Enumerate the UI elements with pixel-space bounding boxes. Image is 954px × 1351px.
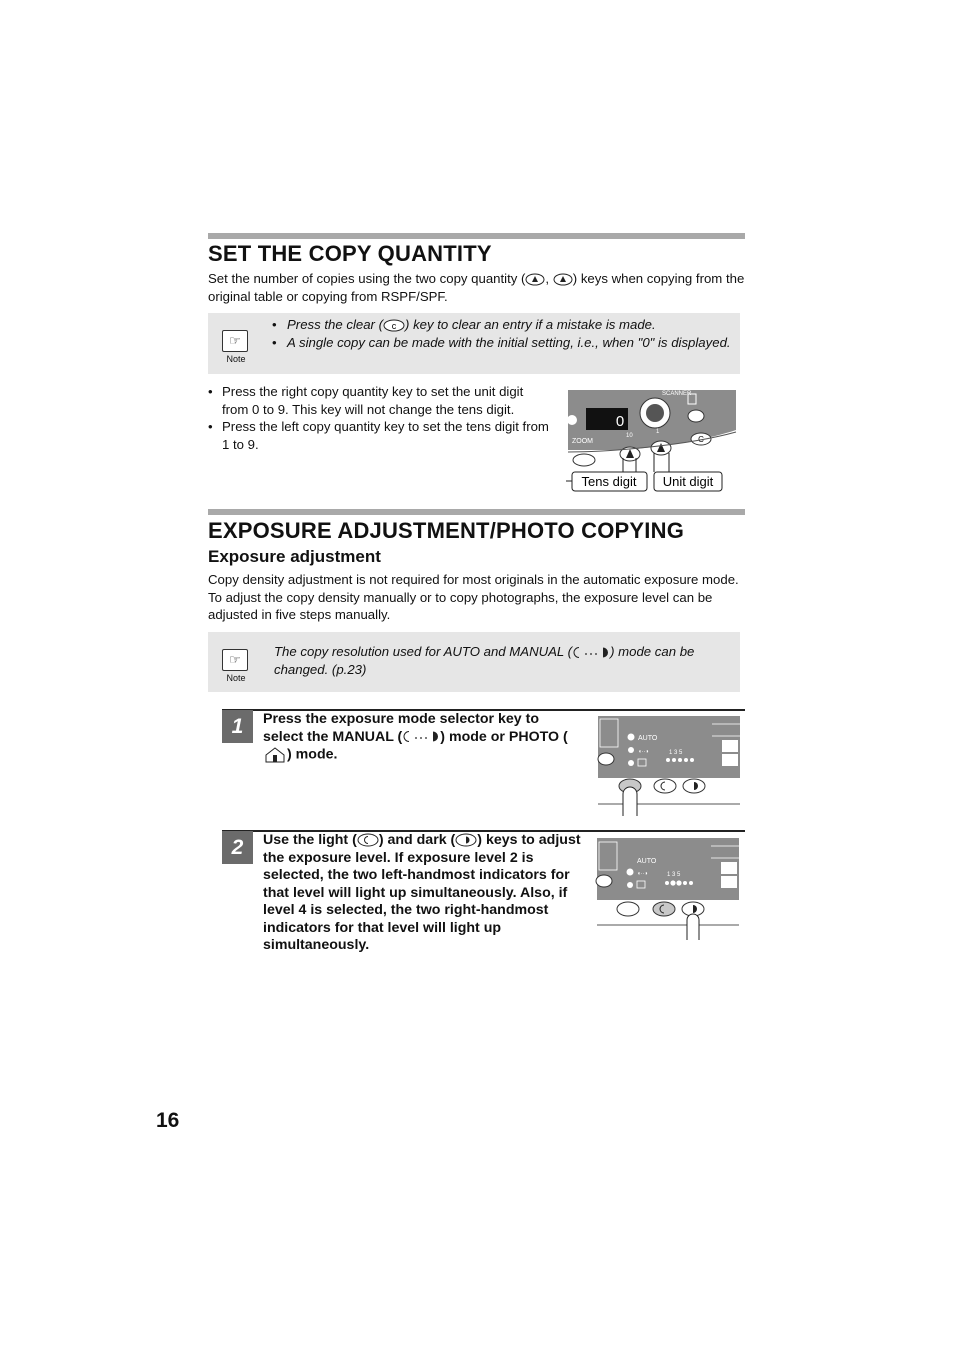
note-item: • A single copy can be made with the initial setting, i.e., when "0" is displayed. — [272, 334, 732, 352]
subtitle-exposure-adjustment: Exposure adjustment — [208, 547, 381, 566]
list-item: • Press the right copy quantity key to set the unit digit from 0 to 9. This key will not change the tens digit. — [208, 383, 553, 418]
note-icon: ☞ Note — [222, 330, 250, 364]
note-box — [208, 313, 740, 374]
svg-text:c: c — [391, 321, 397, 332]
svg-text:AUTO: AUTO — [637, 858, 657, 865]
svg-text:1 3 5: 1 3 5 — [667, 872, 681, 878]
page-number: 16 — [156, 1109, 180, 1132]
section-rule — [208, 233, 745, 239]
pointing-hand-icon: ☞ — [229, 333, 241, 348]
dark-key-icon — [455, 833, 477, 847]
svg-text:Tens digit: Tens digit — [581, 474, 637, 489]
note-text — [272, 316, 732, 351]
exposure-panel-illustration — [596, 716, 741, 816]
copy-quantity-intro: Set the number of copies using the two copy quantity ( , ) keys when copying from the original table or copying from RSPF/SPF. — [208, 271, 745, 304]
light-key-icon — [357, 833, 379, 847]
up-arrow-key-icon — [553, 273, 573, 286]
start-key-icon — [646, 404, 664, 422]
clear-key-icon — [383, 319, 405, 332]
up-arrow-key-icon — [525, 273, 545, 286]
manual-exposure-icon — [402, 730, 440, 743]
svg-text:10: 10 — [626, 433, 633, 439]
svg-text:1 3 5: 1 3 5 — [669, 750, 683, 756]
light-key-icon — [654, 779, 676, 793]
step-2-text: Use the light ( ) and dark ( ) keys to adjust the exposure level. If exposure level 2 is selected, the two left-handmost indicators for that level will light up simultaneously. Also, if level 4 is selected, the two right-handmost indicators for that level will light up simultaneously. — [263, 832, 581, 953]
manual-label-icon: ◖··◗ — [637, 871, 649, 877]
svg-text:Unit digit: Unit digit — [662, 474, 714, 489]
note-text: The copy resolution used for AUTO and MANUAL ( ) mode can be changed. (p.23) — [274, 644, 695, 677]
step-1-text: Press the exposure mode selector key to select the MANUAL ( ) mode or PHOTO () mode. — [263, 711, 568, 763]
note-icon: ☞ Note — [222, 649, 250, 683]
step-number-badge: 2 — [222, 831, 253, 864]
note-item: • Press the clear ( c ) key to clear an entry if a mistake is made. — [272, 316, 732, 334]
exposure-panel-illustration — [595, 838, 741, 940]
svg-text:1: 1 — [656, 429, 660, 435]
svg-text:ZOOM: ZOOM — [572, 438, 593, 445]
photo-mode-icon — [263, 746, 287, 763]
copy-quantity-panel-illustration — [566, 388, 740, 494]
section-title-exposure: EXPOSURE ADJUSTMENT/PHOTO COPYING — [208, 518, 685, 543]
exposure-intro: Copy density adjustment is not required for most originals in the automatic exposure mode. To adjust the copy density manually or to copy photographs, the exposure level can be adjusted in five steps manually. — [208, 572, 739, 622]
svg-text:SCANNER: SCANNER — [662, 391, 692, 397]
svg-text:AUTO: AUTO — [638, 735, 658, 742]
display-digit: 0 — [615, 413, 625, 430]
section-title-copy-quantity: SET THE COPY QUANTITY — [208, 241, 492, 266]
manual-label-icon: ◖··◗ — [638, 749, 650, 755]
note-box — [208, 632, 740, 692]
svg-text:C: C — [698, 435, 704, 444]
pointing-hand-icon: ☞ — [229, 652, 241, 667]
section-rule — [208, 509, 745, 515]
step-number-badge: 1 — [222, 710, 253, 743]
manual-exposure-icon — [572, 646, 610, 659]
list-item: • Press the left copy quantity key to set the tens digit from 1 to 9. — [208, 418, 553, 453]
copy-quantity-bullets — [208, 383, 553, 453]
